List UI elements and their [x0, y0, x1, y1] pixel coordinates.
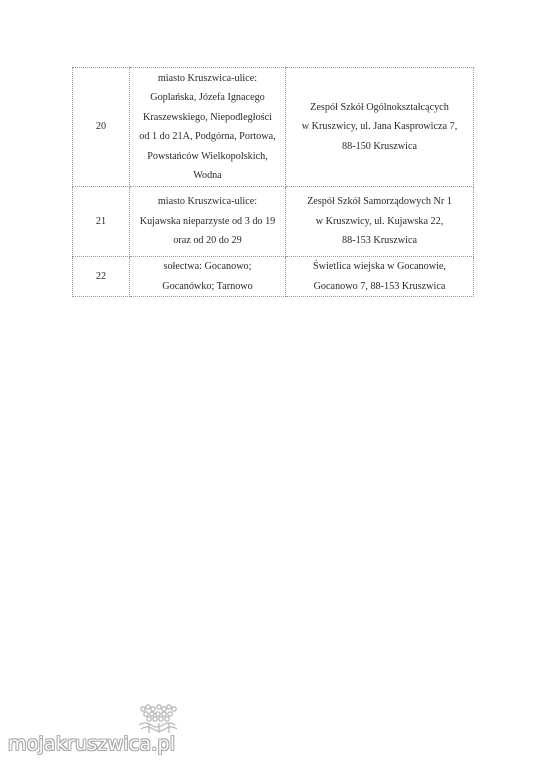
watermark-text: mojakruszwica.pl	[8, 733, 176, 755]
table-row	[73, 257, 474, 297]
table-row	[73, 68, 474, 187]
district-number: 20	[73, 68, 130, 187]
area-line: Goplańska, Józefa Ignacego	[150, 92, 265, 103]
polling-place	[286, 187, 474, 257]
place-line: 88-150 Kruszwica	[342, 140, 417, 152]
district-number: 21	[73, 187, 130, 257]
district-area	[130, 257, 286, 297]
area-line: miasto Kruszwica-ulice:	[157, 72, 258, 84]
area-line: od 1 do 21A, Podgórna, Portowa,	[139, 131, 276, 142]
place-line: Świetlica wiejska w Gocanowie,	[313, 261, 446, 272]
place-line: Zespół Szkół Ogólnokształcących	[310, 101, 449, 113]
polling-place	[286, 257, 474, 297]
area-line: Kujawska nieparzyste od 3 do 19	[139, 215, 276, 227]
area-line: miasto Kruszwica-ulice:	[157, 196, 258, 208]
district-number: 22	[73, 257, 130, 297]
watermark	[8, 703, 198, 763]
area-line: Wodna	[193, 170, 222, 181]
district-area	[130, 68, 286, 187]
table-row	[73, 187, 474, 257]
polling-districts-table	[72, 67, 474, 297]
polling-place	[286, 68, 474, 187]
district-area	[130, 187, 286, 257]
place-line: Gocanowo 7, 88-153 Kruszwica	[313, 280, 446, 292]
area-line: sołectwa: Gocanowo;	[163, 261, 252, 272]
place-line: 88-153 Kruszwica	[342, 235, 417, 247]
area-line: Powstańców Wielkopolskich,	[147, 150, 268, 162]
area-line: Gocanówko; Tarnowo	[162, 280, 253, 292]
area-line: Kraszewskiego, Niepodległości	[142, 111, 272, 123]
place-line: Zespół Szkół Samorządowych Nr 1	[307, 196, 452, 208]
place-line: w Kruszwicy, ul. Kujawska 22,	[315, 215, 444, 227]
place-line: w Kruszwicy, ul. Jana Kasprowicza 7,	[301, 121, 458, 133]
area-line: oraz od 20 do 29	[173, 235, 242, 247]
kruszwica-flower-logo-icon	[133, 703, 189, 737]
